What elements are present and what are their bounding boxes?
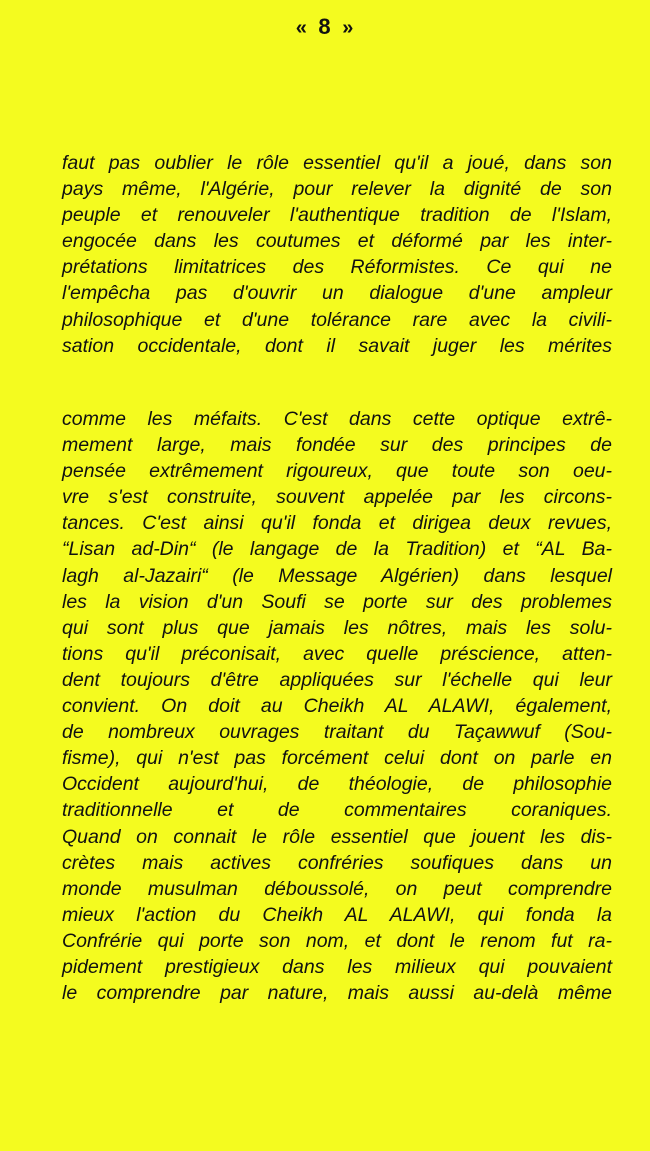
page-number-value: 8 (318, 14, 332, 39)
text-line: tions qu'il préconisait, avec quelle préscience, atten- (62, 642, 612, 665)
text-line: mement large, mais fondée sur des principes de (62, 434, 612, 457)
text-line: crètes mais actives confréries soufiques dans un (62, 851, 612, 874)
text-line: les la vision d'un Soufi se porte sur des problemes (62, 590, 612, 613)
text-line: convient. On doit au Cheikh AL ALAWI, également, (62, 695, 612, 718)
text-line: l'empêcha pas d'ouvrir un dialogue d'une ampleur (62, 282, 612, 305)
text-line: qui sont plus que jamais les nôtres, mais les solu- (62, 616, 612, 639)
text-line: Confrérie qui porte son nom, et dont le renom fut ra- (62, 929, 612, 952)
text-line: lagh al-Jazairi“ (le Message Algérien) dans lesquel (62, 564, 612, 587)
text-line: mieux l'action du Cheikh AL ALAWI, qui fonda la (62, 903, 612, 926)
text-line: Occident aujourd'hui, de théologie, de philosophie (62, 773, 612, 796)
paragraph-2 (62, 406, 612, 1006)
paragraph-1 (62, 150, 612, 359)
text-line: “Lisan ad-Din“ (le langage de la Tradition) et “AL Ba- (62, 538, 612, 561)
text-line: comme les méfaits. C'est dans cette optique extrê- (62, 408, 612, 430)
text-line: le comprendre par nature, mais aussi au-delà même (62, 982, 612, 1005)
text-line: philosophique et d'une tolérance rare avec la civili- (62, 308, 612, 331)
text-line: pidement prestigieux dans les milieux qui pouvaient (62, 955, 612, 978)
text-line: monde musulman déboussolé, on peut comprendre (62, 877, 612, 900)
text-line: de nombreux ouvrages traitant du Taçawwuf (Sou- (62, 721, 612, 744)
text-line: pensée extrêmement rigoureux, que toute son oeu- (62, 460, 612, 483)
text-line: vre s'est construite, souvent appelée par les circons- (62, 486, 612, 509)
text-line: pays même, l'Algérie, pour relever la dignité de son (62, 178, 612, 201)
text-line: Quand on connait le rôle essentiel que jouent les dis- (62, 825, 612, 848)
text-line: faut pas oublier le rôle essentiel qu'il a joué, dans son (62, 152, 612, 174)
page-number-close-guillemet: » (342, 17, 355, 39)
page-number (0, 14, 650, 40)
page-number-open-guillemet: « (295, 17, 308, 39)
text-line: peuple et renouveler l'authentique tradition de l'Islam, (62, 204, 612, 227)
text-line: prétations limitatrices des Réformistes. Ce qui ne (62, 256, 612, 279)
text-line: dent toujours d'être appliquées sur l'échelle qui leur (62, 668, 612, 691)
text-line: fisme), qui n'est pas forcément celui dont on parle en (62, 747, 612, 770)
text-line: engocée dans les coutumes et déformé par les inter- (62, 230, 612, 253)
text-line: traditionnelle et de commentaires coraniques. (62, 799, 612, 822)
text-line: sation occidentale, dont il savait juger les mérites (62, 334, 612, 357)
text-line: tances. C'est ainsi qu'il fonda et dirigea deux revues, (62, 512, 612, 535)
